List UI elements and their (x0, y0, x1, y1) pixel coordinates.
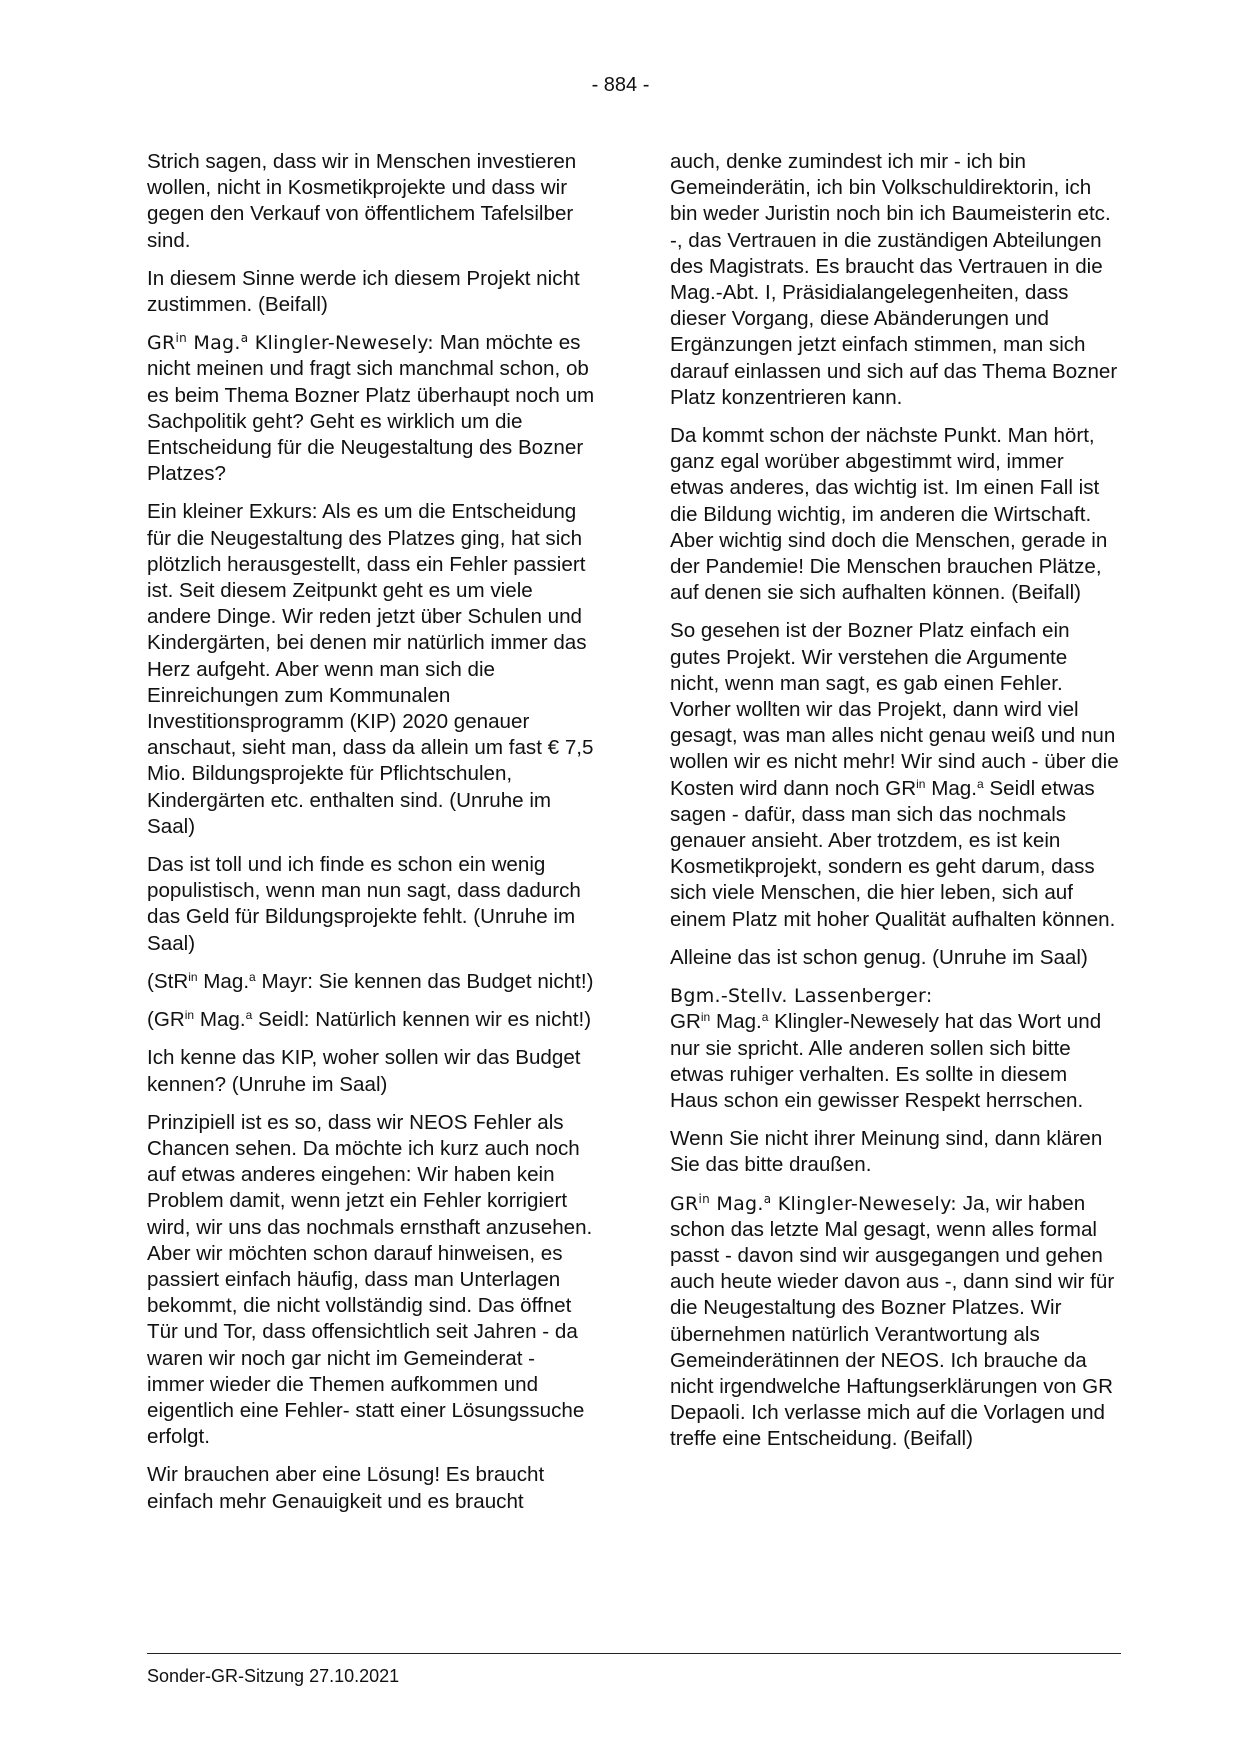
page-number: - 884 - (591, 74, 650, 96)
interjection: ($GR^{in}$ Mag.$^a$ Seidl: Natürlich kennen wir es nicht!) (147, 1008, 592, 1032)
speaker-label: $GR^{in}$ Mag.$^a$ Klingler-Newesely: (147, 331, 434, 355)
right-column (670, 149, 1120, 1465)
paragraph: Wir brauchen aber eine Lösung! Es braucht einfach mehr Genauigkeit und es braucht (147, 1463, 545, 1513)
paragraph: Das ist toll und ich finde es schon ein wenig populistisch, wenn man nun sagt, dass dadurch das Geld für Bildungsprojekte fehlt. (Unruhe im Saal) (147, 853, 581, 955)
speech-paragraph (670, 1191, 1120, 1453)
paragraph: Alleine das ist schon genug. (Unruhe im Saal) (670, 945, 1088, 969)
speaker-label: Bgm.-Stellv. Lassenberger: (670, 985, 933, 1008)
paragraph: So gesehen ist der Bozner Platz einfach ein gutes Projekt. Wir verstehen die Argumente nicht, wenn man sagt, es gab einen Fehler. Vorher wollten wir das Projekt, dann wird viel gesagt, was man alles nicht genau weiß und nun wollen wir es nicht mehr! Wir sind auch - über die Kosten wird dann noch $GR^{in}$ Mag.$^a$ Seidl etwas sagen - dafür, dass man sich das nochmals genauer ansieht. Aber trotzdem, es ist kein Kosmetikprojekt, sondern es geht darum, dass sich viele Menschen, die hier leben, sich auf einem Platz mit hoher Qualität aufhalten können. (670, 619, 1119, 931)
speech-text: Man möchte es nicht meinen und fragt sich manchmal schon, ob es beim Thema Bozner Platz überhaupt noch um Sachpolitik geht? Geht es wirklich um die Entscheidung für die Neugestaltung des Bozner Platzes? (147, 331, 595, 486)
footer-text: Sonder-GR-Sitzung 27.10.2021 (147, 1666, 400, 1686)
footer-divider (147, 1653, 1121, 1654)
paragraph: Wenn Sie nicht ihrer Meinung sind, dann klären Sie das bitte draußen. (670, 1127, 1103, 1177)
speech-paragraph (147, 330, 597, 487)
paragraph: Prinzipiell ist es so, dass wir NEOS Fehler als Chancen sehen. Da möchte ich kurz auch noch auf etwas anderes eingehen: Wir haben kein Problem damit, wenn jetzt ein Fehler korrigiert wird, wir uns das nochmals ernsthaft anzusehen. Aber wir möchten schon darauf hinweisen, es passiert einfach häufig, dass man Unterlagen bekommt, die nicht vollständig sind. Das öffnet Tür und Tor, dass offensichtlich seit Jahren - da waren wir noch gar nicht im Gemeinderat - immer wieder die Themen aufkommen und eigentlich eine Fehler- statt einer Lösungssuche erfolgt. (147, 1110, 593, 1449)
paragraph: Strich sagen, dass wir in Menschen investieren wollen, nicht in Kosmetikprojekte und dass wir gegen den Verkauf von öffentlichem Tafelsilber sind. (147, 150, 577, 252)
chair-paragraph: Bgm.-Stellv. Lassenberger: $GR^{in}$ Mag.$^a$ Klingler-Newesely hat das Wort und nur sie spricht. Alle anderen sollen sich bitte etwas ruhiger verhalten. Es sollte in diesem Haus schon ein gewisser Respekt herrschen. (670, 985, 1102, 1112)
interjection: (StR$^{in}$ Mag.$^a$ Mayr: Sie kennen das Budget nicht!) (147, 969, 594, 993)
paragraph: Ein kleiner Exkurs: Als es um die Entscheidung für die Neugestaltung des Platzes ging, hat sich plötzlich herausgestellt, dass ein Fehler passiert ist. Seit diesem Zeitpunkt geht es um viele andere Dinge. Wir reden jetzt über Schulen und Kindergärten, bei denen mir natürlich immer das Herz aufgeht. Aber wenn man sich die Einreichungen zum Kommunalen Investitionsprogramm (KIP) 2020 genauer anschaut, sieht man, dass da allein um fast € 7,5 Mio. Bildungsprojekte für Pflichtschulen, Kindergärten etc. enthalten sind. (Unruhe im Saal) (147, 500, 594, 838)
paragraph: Ich kenne das KIP, woher sollen wir das Budget kennen? (Unruhe im Saal) (147, 1046, 581, 1096)
speech-text: Ja, wir haben schon das letzte Mal gesagt, wenn alles formal passt - davon sind wir ausgegangen und gehen auch heute wieder davon aus -, dann sind wir für die Neugestaltung des Bozner Platzes. Wir übernehmen natürlich Verantwortung als Gemeinderätinnen der NEOS. Ich brauche da nicht irgendwelche Haftungserklärungen von GR Depaoli. Ich verlasse mich auf die Vorlagen und treffe eine Entscheidung. (Beifall) (670, 1191, 1115, 1451)
paragraph: In diesem Sinne werde ich diesem Projekt nicht zustimmen. (Beifall) (147, 266, 580, 317)
left-column (147, 149, 597, 1527)
speaker-label: $GR^{in}$ Mag.$^a$ Klingler-Newesely: (670, 1191, 957, 1215)
paragraph: Da kommt schon der nächste Punkt. Man hört, ganz egal worüber abgestimmt wird, immer etwas anderes, das wichtig ist. Im einen Fall ist die Bildung wichtig, im anderen die Wirtschaft. Aber wichtig sind doch die Menschen, gerade in der Pandemie! Die Menschen brauchen Plätze, auf denen sie sich aufhalten können. (Beifall) (670, 424, 1108, 605)
paragraph: auch, denke zumindest ich mir - ich bin Gemeinderätin, ich bin Volkschuldirektorin, ich bin weder Juristin noch bin ich Baumeisterin etc. -, das Vertrauen in die zuständigen Abteilungen des Magistrats. Es braucht das Vertrauen in die Mag.-Abt. I, Präsidialangelegenheiten, dass dieser Vorgang, diese Abänderungen und Ergänzungen jetzt einfach stimmen, man sich darauf einlassen und sich auf das Thema Bozner Platz konzentrieren kann. (670, 150, 1118, 409)
